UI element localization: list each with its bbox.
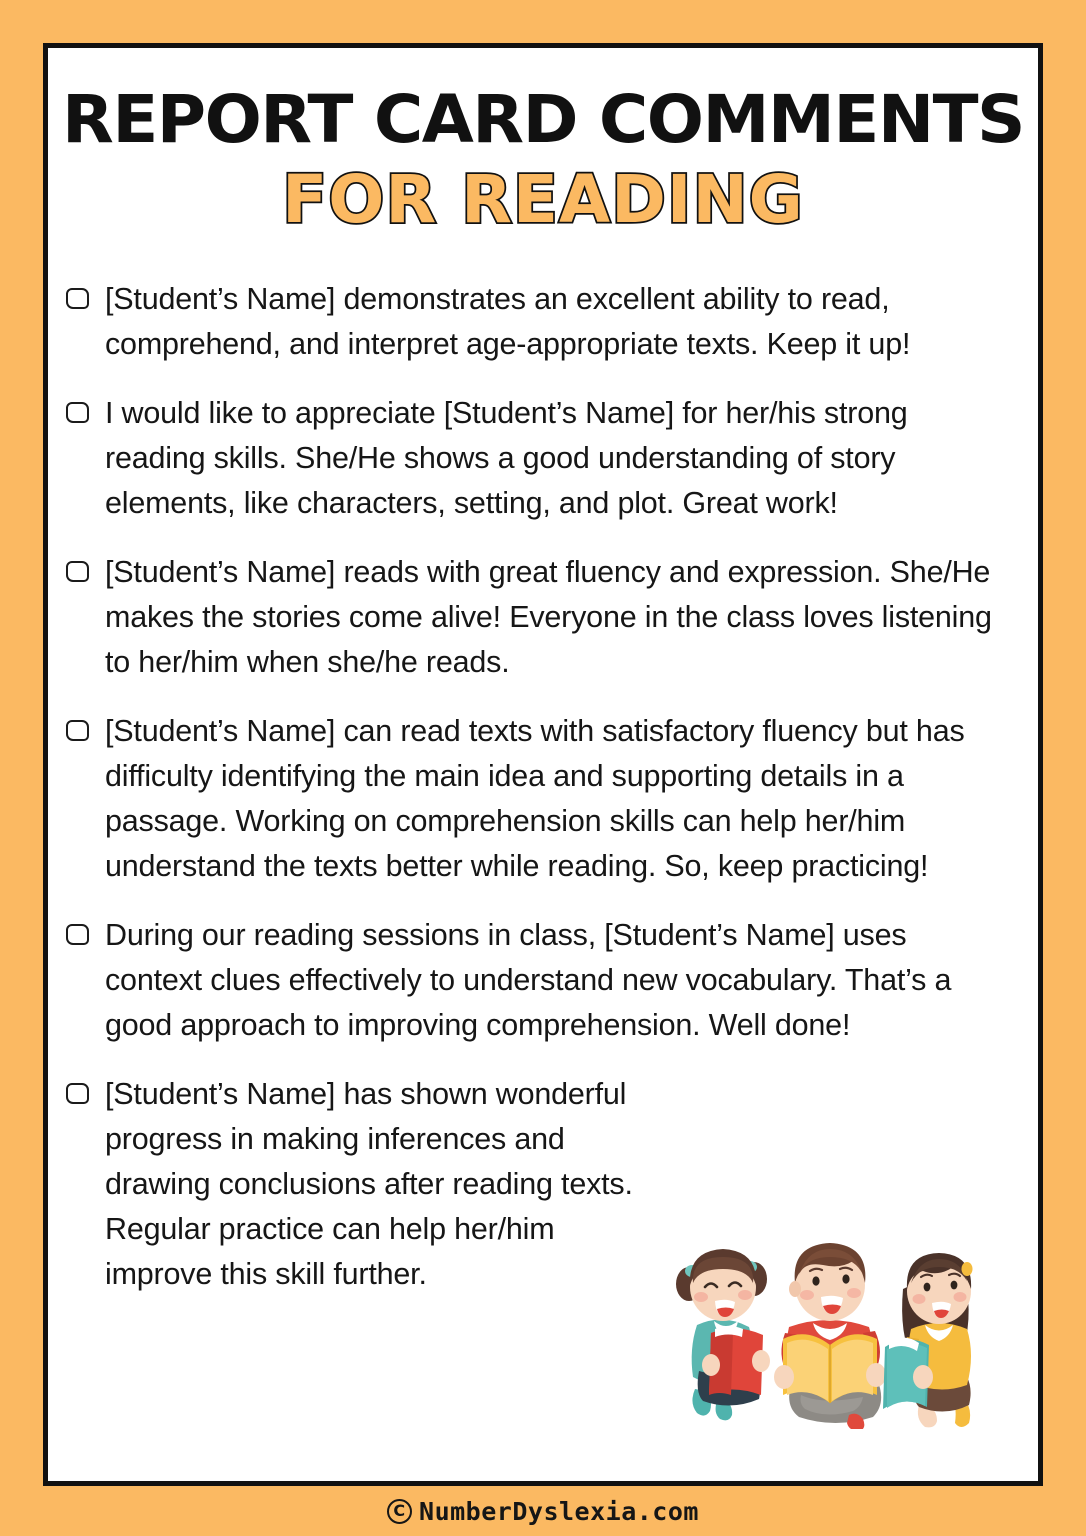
child-center (774, 1243, 886, 1429)
comment-item[interactable] (66, 913, 1016, 1048)
copyright-icon: C (387, 1499, 412, 1524)
comment-text: [Student’s Name] demonstrates an excellent ability to read, comprehend, and interpret age-appropriate texts. Keep it up! (105, 281, 911, 361)
checkbox-icon[interactable] (66, 924, 89, 945)
comment-list (48, 277, 1038, 1297)
page-title: REPORT CARD COMMENTS (62, 81, 1024, 158)
child-left (676, 1249, 770, 1420)
child-right (883, 1253, 973, 1427)
checkbox-icon[interactable] (66, 561, 89, 582)
checkbox-icon[interactable] (66, 720, 89, 741)
comment-item[interactable] (66, 709, 1016, 889)
site-name: NumberDyslexia.com (419, 1497, 699, 1526)
footer-attribution (0, 1497, 1086, 1526)
comment-text: [Student’s Name] has shown wonderful progress in making inferences and drawing conclusions after reading texts. Regular practice can help her/him improve this skill further. (105, 1076, 633, 1291)
worksheet-panel (43, 43, 1043, 1486)
comment-item[interactable] (66, 550, 1016, 685)
comment-text: During our reading sessions in class, [Student’s Name] uses context clues effectively to understand new vocabulary. That’s a good approach to improving comprehension. Well done! (105, 917, 952, 1042)
comment-item[interactable] (66, 391, 1016, 526)
comment-item[interactable] (66, 277, 1016, 367)
page-subtitle: FOR READING (282, 161, 804, 239)
comment-text: [Student’s Name] can read texts with satisfactory fluency but has difficulty identifying the main idea and supporting details in a passage. Working on comprehension skills can help her/him understand the texts better while reading. So, keep practicing! (105, 713, 965, 883)
checkbox-icon[interactable] (66, 1083, 89, 1104)
three-children-reading-illustration (671, 1229, 1016, 1429)
comment-text: I would like to appreciate [Student’s Name] for her/his strong reading skills. She/He shows a good understanding of story elements, like characters, setting, and plot. Great work! (105, 395, 908, 520)
checkbox-icon[interactable] (66, 402, 89, 423)
comment-text: [Student’s Name] reads with great fluency and expression. She/He makes the stories come alive! Everyone in the class loves listening to her/him when she/he reads. (105, 554, 992, 679)
title-block (48, 48, 1038, 239)
checkbox-icon[interactable] (66, 288, 89, 309)
